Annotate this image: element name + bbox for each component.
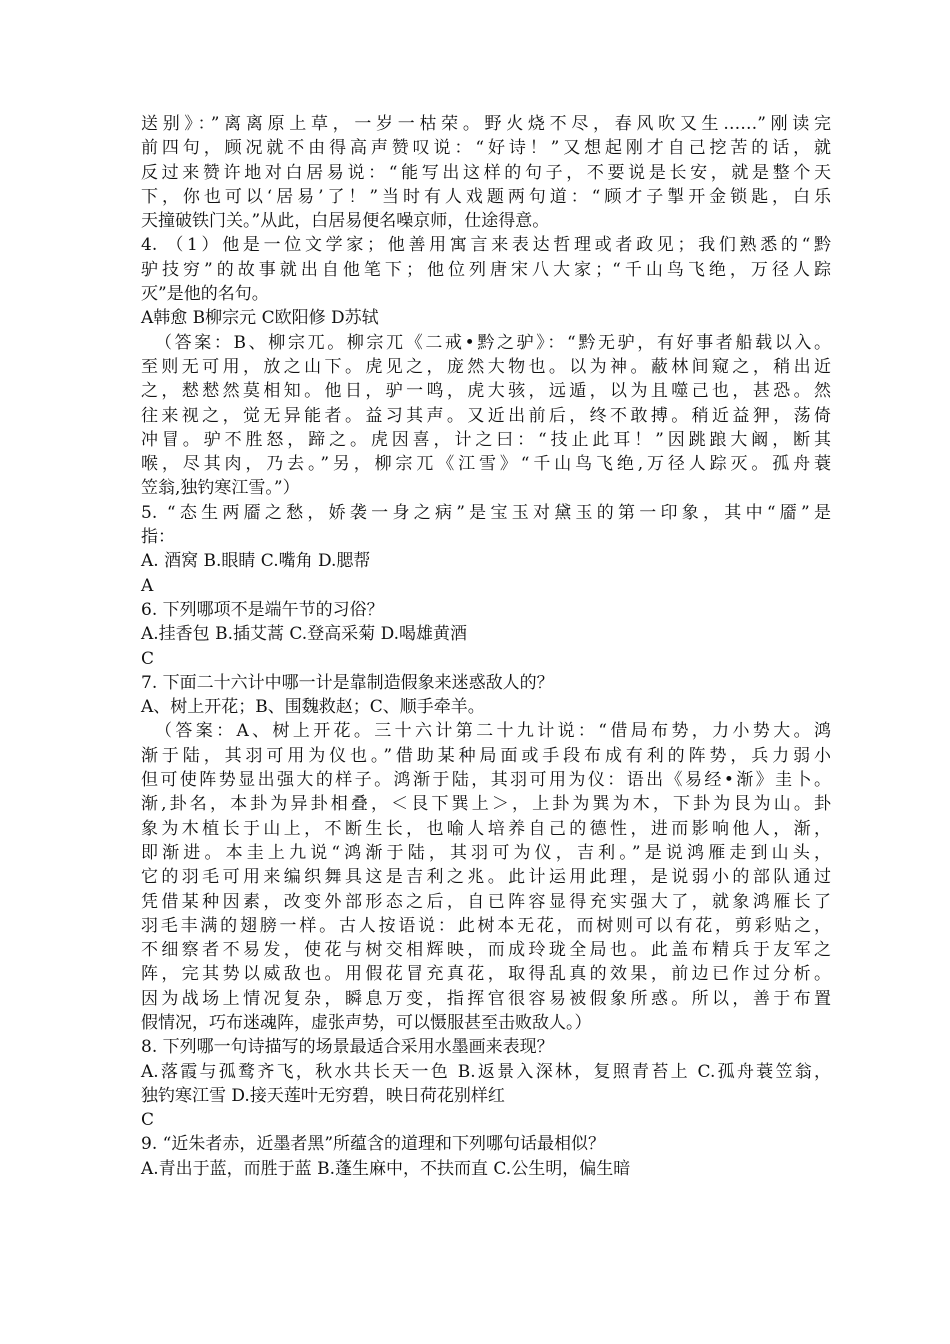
- text-line: A.挂香包 B.插艾蒿 C.登高采菊 D.喝雄黄酒: [141, 624, 468, 645]
- text-line: 但可使阵势显出强大的样子。鸿渐于陆，其羽可用为仪：语出《易经•渐》圭卜。: [141, 770, 831, 791]
- text-line: A: [141, 575, 154, 596]
- text-line: 不细察者不易发，使花与树交相辉映，而成玲珑全局也。此盖布精兵于友军之: [141, 940, 831, 961]
- text-line: 凭借某种因素，改变外部形态之后，自已阵容显得充实强大了，就象鸿雁长了: [141, 891, 831, 912]
- text-line: 象为木植长于山上，不断生长，也喻人培养自己的德性，进而影响他人，渐，: [141, 818, 831, 839]
- text-line: 即渐进。本圭上九说“鸿渐于陆，其羽可为仪，吉利。”是说鸿雁走到山头，: [141, 842, 831, 863]
- text-line: 往来视之，觉无异能者。益习其声。又近出前后，终不敢搏。稍近益狎，荡倚: [141, 405, 831, 426]
- text-line: 下，你也可以‘居易’了！”当时有人戏题两句道：“顾才子掣开金锁匙，白乐: [141, 186, 831, 207]
- text-line: 指：: [141, 527, 175, 548]
- text-line: 6. 下列哪项不是端午节的习俗？: [141, 599, 384, 620]
- text-line: 冲冒。驴不胜怒，蹄之。虎因喜，计之曰：“技止此耳！”因跳踉大阚，断其: [141, 429, 831, 450]
- text-line: 它的羽毛可用来编织舞具这是吉利之兆。此计运用此理，是说弱小的部队通过: [141, 867, 831, 888]
- text-line: 前四句，顾况就不由得高声赞叹说：“好诗！”又想起刚才自己挖苦的话，就: [141, 138, 831, 159]
- text-line: 反过来赞许地对白居易说：“能写出这样的句子，不要说是长安，就是整个天: [141, 162, 831, 183]
- text-line: 天撞破铁门关。”从此，白居易便名噪京师，仕途得意。: [141, 211, 550, 232]
- text-line: 至则无可用，放之山下。虎见之，庞然大物也。以为神。蔽林间窥之，稍出近: [141, 356, 831, 377]
- document-page: [141, 112, 831, 1181]
- text-line: 9. “近朱者赤，近墨者黑”所蕴含的道理和下列哪句话最相似？: [141, 1134, 606, 1155]
- text-line: 驴技穷”的故事就出自他笔下；他位列唐宋八大家；“千山鸟飞绝，万径人踪: [141, 259, 831, 280]
- text-line: A韩愈 B柳宗元 C欧阳修 D苏轼: [141, 308, 379, 329]
- text-line: A. 酒窝 B.眼睛 C.嘴角 D.腮帮: [141, 551, 371, 572]
- text-line: 阵，完其势以威敌也。用假花冒充真花，取得乱真的效果，前边已作过分析。: [141, 964, 831, 985]
- text-line: （答案：A、树上开花。三十六计第二十九计说：“借局布势，力小势大。鸿: [155, 721, 831, 742]
- text-line: A、树上开花；B、围魏救赵；C、顺手牵羊。: [141, 697, 485, 718]
- text-line: 送别》：”离离原上草，一岁一枯荣。野火烧不尽，春风吹又生……”刚读完: [141, 114, 831, 134]
- text-line: 灭”是他的名句。: [141, 284, 269, 305]
- text-line: 之，慭慭然莫相知。他日，驴一鸣，虎大骇，远遁，以为且噬己也，甚恐。然: [141, 381, 831, 402]
- text-line: 喉，尽其肉，乃去。”另，柳宗兀《江雪》“千山鸟飞绝,万径人踪灭。孤舟蓑: [141, 454, 831, 475]
- text-line: C: [141, 1110, 155, 1131]
- text-line: 因为战场上情况复杂，瞬息万变，指挥官很容易被假象所惑。所以，善于布置: [141, 988, 831, 1009]
- text-line: 羽毛丰满的翅膀一样。古人按语说：此树本无花，而树则可以有花，剪彩贴之，: [141, 915, 831, 936]
- text-line: 渐于陆，其羽可用为仪也。”借助某种局面或手段布成有利的阵势，兵力弱小: [141, 745, 831, 766]
- text-line: 5. “态生两靥之愁，娇袭一身之病”是宝玉对黛玉的第一印象，其中“靥”是: [141, 502, 831, 523]
- text-line: C: [141, 648, 155, 669]
- text-line: （答案：B、柳宗兀。柳宗兀《二戒•黔之驴》：“黔无驴，有好事者船载以入。: [155, 332, 831, 353]
- text-line: 独钓寒江雪 D.接天莲叶无穷碧，映日荷花别样红: [141, 1085, 505, 1106]
- text-line: 4. （1）他是一位文学家；他善用寓言来表达哲理或者政见；我们熟悉的“黔: [141, 235, 831, 256]
- text-line: 7. 下面二十六计中哪一计是靠制造假象来迷惑敌人的？: [141, 672, 554, 693]
- text-line: 渐,卦名，本卦为异卦相叠，＜艮下巽上＞，上卦为巽为木，下卦为艮为山。卦: [141, 794, 831, 815]
- text-line: A.青出于蓝，而胜于蓝 B.蓬生麻中，不扶而直 C.公生明，偏生暗: [141, 1158, 631, 1179]
- text-line: 假情况，巧布迷魂阵，虚张声势，可以慑服甚至击败敌人。）: [141, 1012, 592, 1033]
- text-line: 笠翁,独钓寒江雪。”）: [141, 478, 300, 499]
- text-line: A.落霞与孤鹜齐飞，秋水共长天一色 B.返景入深林，复照青苔上 C.孤舟蓑笠翁，: [141, 1061, 831, 1082]
- text-line: 8. 下列哪一句诗描写的场景最适合采用水墨画来表现？: [141, 1037, 554, 1058]
